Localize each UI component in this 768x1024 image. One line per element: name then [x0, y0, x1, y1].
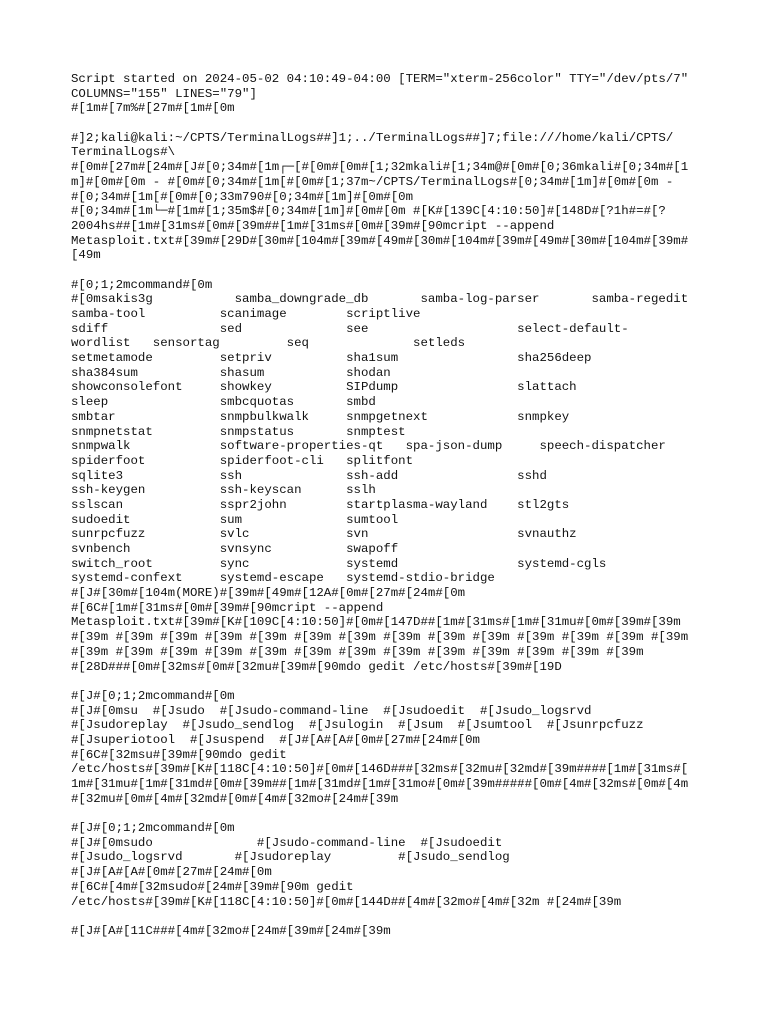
log-line: 2004hs##[1m#[31ms#[0m#[39m##[1m#[31ms#[0m#[39m#[90mcript --append: [71, 218, 555, 233]
log-line: #[Jsudo_logsrvd #[Jsudoreplay #[Jsudo_sendlog: [71, 850, 510, 865]
log-line: ssh-keygen ssh-keyscan sslh: [71, 483, 376, 498]
log-line: [49m: [71, 248, 101, 263]
log-line: #[J#[0;1;2mcommand#[0m: [71, 688, 235, 703]
log-line: #[6C#[4m#[32msudo#[24m#[39m#[90m gedit: [71, 879, 354, 894]
log-line: showconsolefont showkey SIPdump slattach: [71, 380, 577, 395]
log-line: #[J#[A#[A#[0m#[27m#[24m#[0m: [71, 865, 272, 880]
log-line: #[39m #[39m #[39m #[39m #[39m #[39m #[39m #[39m #[39m #[39m #[39m #[39m #[39m: [71, 644, 644, 659]
log-line: #[32mu#[0m#[4m#[32md#[0m#[4m#[32mo#[24m#[39m: [71, 791, 399, 806]
log-line: m]#[0m#[0m - #[0m#[0;34m#[1m[#[0m#[1;37m~/CPTS/TerminalLogs#[0;34m#[1m]#[0m#[0m -: [71, 174, 674, 189]
log-line: #[0msakis3g samba_downgrade_db samba-log-parser samba-regedit: [71, 292, 689, 307]
log-line: sudoedit sum sumtool: [71, 512, 399, 527]
log-line: wordlist sensortag seq setleds: [71, 336, 466, 351]
log-line: [71, 939, 761, 954]
log-line: Metasploit.txt#[39m#[K#[109C[4:10:50]#[0m#[147D##[1m#[31ms#[1m#[31mu#[0m#[39m#[39m: [71, 615, 681, 630]
log-line: #[0;1;2mcommand#[0m: [71, 277, 213, 292]
log-line: snmpwalk software-properties-qt spa-json-dump speech-dispatcher: [71, 439, 666, 454]
log-line: #[1m#[7m%#[27m#[1m#[0m: [71, 101, 235, 116]
log-line: 1m#[31mu#[1m#[31md#[0m#[39m##[1m#[31md#[1m#[31mo#[0m#[39m#####[0m#[4m#[32ms#[0m#[4m: [71, 777, 689, 791]
log-line: #[0;34m#[1m└─#[1m#[1;35m$#[0;34m#[1m]#[0m#[0m #[K#[139C[4:10:50]#[148D#[?1h#=#[?: [71, 204, 666, 219]
log-line: #[39m #[39m #[39m #[39m #[39m #[39m #[39m #[39m #[39m #[39m #[39m #[39m #[39m #[39m: [71, 630, 689, 645]
log-line: spiderfoot spiderfoot-cli splitfont: [71, 453, 414, 468]
log-line: smbtar snmpbulkwalk snmpgetnext snmpkey: [71, 409, 570, 424]
log-line: #[J#[0;1;2mcommand#[0m: [71, 821, 235, 836]
log-line: svnbench svnsync swapoff: [71, 542, 399, 556]
log-line: #[28D###[0m#[32ms#[0m#[32mu#[39m#[90mdo gedit /etc/hosts#[39m#[19D: [71, 659, 562, 674]
log-line: /etc/hosts#[39m#[K#[118C[4:10:50]#[0m#[144D##[4m#[32mo#[4m#[32m #[24m#[39m: [71, 894, 622, 909]
log-line: /etc/hosts#[39m#[K#[118C[4:10:50]#[0m#[146D###[32ms#[32mu#[32md#[39m####[1m#[31ms#[: [71, 762, 689, 777]
log-line: #[J#[0msudo #[Jsudo-command-line #[Jsudoedit: [71, 835, 503, 850]
log-line: #[J#[A#[11C###[4m#[32mo#[24m#[39m#[24m#[39m: [71, 923, 391, 938]
log-line: #[Jsuperiotool #[Jsuspend #[J#[A#[A#[0m#[27m#[24m#[0m: [71, 732, 480, 747]
log-line: COLUMNS="155" LINES="79"]: [71, 86, 257, 101]
log-line: switch_root sync systemd systemd-cgls: [71, 556, 607, 571]
log-line: sunrpcfuzz svlc svn svnauthz: [71, 527, 577, 542]
log-line: sleep smbcquotas smbd: [71, 395, 376, 410]
log-line: [71, 674, 761, 689]
log-line: #[J#[0msu #[Jsudo #[Jsudo-command-line #[Jsudoedit #[Jsudo_logsrvd: [71, 703, 592, 718]
log-line: [71, 116, 761, 131]
log-line: [71, 909, 761, 924]
log-line: sslscan sspr2john startplasma-wayland stl2gts: [71, 497, 570, 512]
log-line: systemd-confext systemd-escape systemd-stdio-bridge: [71, 571, 495, 586]
log-line: snmpnetstat snmpstatus snmptest: [71, 424, 406, 439]
log-line: [71, 263, 761, 278]
log-line: sqlite3 ssh ssh-add sshd: [71, 468, 547, 483]
log-line: setmetamode setpriv sha1sum sha256deep: [71, 351, 592, 366]
log-line: samba-tool scanimage scriptlive: [71, 307, 421, 321]
log-line: Script started on 2024-05-02 04:10:49-04:00 [TERM="xterm-256color" TTY="/dev/pts/7": [71, 72, 689, 86]
log-line: #]2;kali@kali:~/CPTS/TerminalLogs##]1;../TerminalLogs##]7;file:///home/kali/CPTS/: [71, 130, 674, 145]
log-line: #[Jsudoreplay #[Jsudo_sendlog #[Jsulogin #[Jsum #[Jsumtool #[Jsunrpcfuzz: [71, 718, 644, 733]
log-line: #[0m#[27m#[24m#[J#[0;34m#[1m┌─[#[0m#[0m#[1;32mkali#[1;34m@#[0m#[0;36mkali#[0;34m#[1: [71, 160, 689, 175]
terminal-log-page: [71, 72, 761, 953]
log-line: Metasploit.txt#[39m#[29D#[30m#[104m#[39m#[49m#[30m#[104m#[39m#[49m#[30m#[104m#[39m#: [71, 233, 689, 248]
log-line: #[6C#[32msu#[39m#[90mdo gedit: [71, 747, 287, 762]
log-line: [71, 806, 761, 821]
log-line: #[6C#[1m#[31ms#[0m#[39m#[90mcript --append: [71, 600, 384, 615]
log-line: #[0;34m#[1m[#[0m#[0;33m790#[0;34m#[1m]#[0m#[0m: [71, 189, 414, 204]
log-line: #[J#[30m#[104m(MORE)#[39m#[49m#[12A#[0m#[27m#[24m#[0m: [71, 586, 466, 601]
log-line: sdiff sed see select-default-: [71, 321, 629, 336]
log-line: TerminalLogs#\: [71, 145, 176, 160]
log-line: sha384sum shasum shodan: [71, 365, 391, 380]
